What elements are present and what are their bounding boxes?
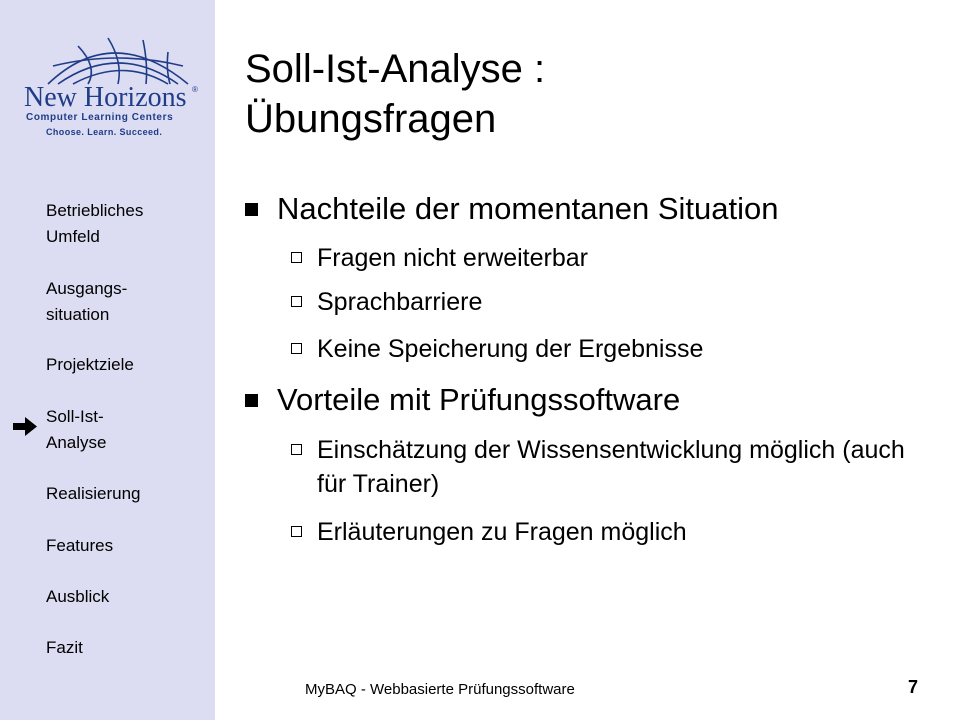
sidebar-item-fazit[interactable] xyxy=(46,635,206,661)
svg-text:®: ® xyxy=(192,85,198,94)
sidebar-item-label: Umfeld xyxy=(46,227,100,246)
sidebar-item-features[interactable] xyxy=(46,533,206,559)
sidebar-item-ausblick[interactable] xyxy=(46,584,206,610)
bullet-square-icon xyxy=(245,203,258,216)
sidebar xyxy=(0,0,215,720)
bullet-box-icon xyxy=(291,343,302,354)
sidebar-item-betriebliches-umfeld[interactable] xyxy=(46,198,206,250)
bullet-box-icon xyxy=(291,252,302,263)
sidebar-item-label: Realisierung xyxy=(46,484,141,503)
title-line: Soll-Ist-Analyse : xyxy=(245,47,546,91)
sidebar-item-label: Ausgangs- xyxy=(46,279,128,298)
svg-text:Choose. Learn. Succeed.: Choose. Learn. Succeed. xyxy=(46,127,163,137)
footer-text: MyBAQ - Webbasierte Prüfungssoftware xyxy=(305,681,575,698)
sidebar-item-realisierung[interactable] xyxy=(46,481,206,507)
sidebar-item-label: situation xyxy=(46,305,110,324)
sidebar-item-label: Betriebliches xyxy=(46,201,144,220)
sidebar-item-projektziele[interactable] xyxy=(46,352,206,378)
svg-text:New Horizons: New Horizons xyxy=(24,82,187,113)
bullet-box-icon xyxy=(291,444,302,455)
bullet-box-icon xyxy=(291,526,302,537)
sidebar-item-label: Projektziele xyxy=(46,355,134,374)
sidebar-item-label: Features xyxy=(46,536,114,555)
svg-text:Computer Learning Centers: Computer Learning Centers xyxy=(26,112,174,123)
arrow-right-icon xyxy=(12,414,38,440)
bullet-square-icon xyxy=(245,394,258,407)
title-line: Übungsfragen xyxy=(245,97,497,141)
new-horizons-logo xyxy=(18,32,208,142)
page-number: 7 xyxy=(907,677,918,697)
sidebar-item-label: Analyse xyxy=(46,433,107,452)
sidebar-item-label: Ausblick xyxy=(46,587,110,606)
sidebar-item-ausgangssituation[interactable] xyxy=(46,276,206,328)
page-title xyxy=(245,44,935,144)
bullet-box-icon xyxy=(291,296,302,307)
sidebar-item-label: Fazit xyxy=(46,638,83,657)
sidebar-item-soll-ist-analyse[interactable] xyxy=(46,404,206,456)
sidebar-item-label: Soll-Ist- xyxy=(46,407,104,426)
